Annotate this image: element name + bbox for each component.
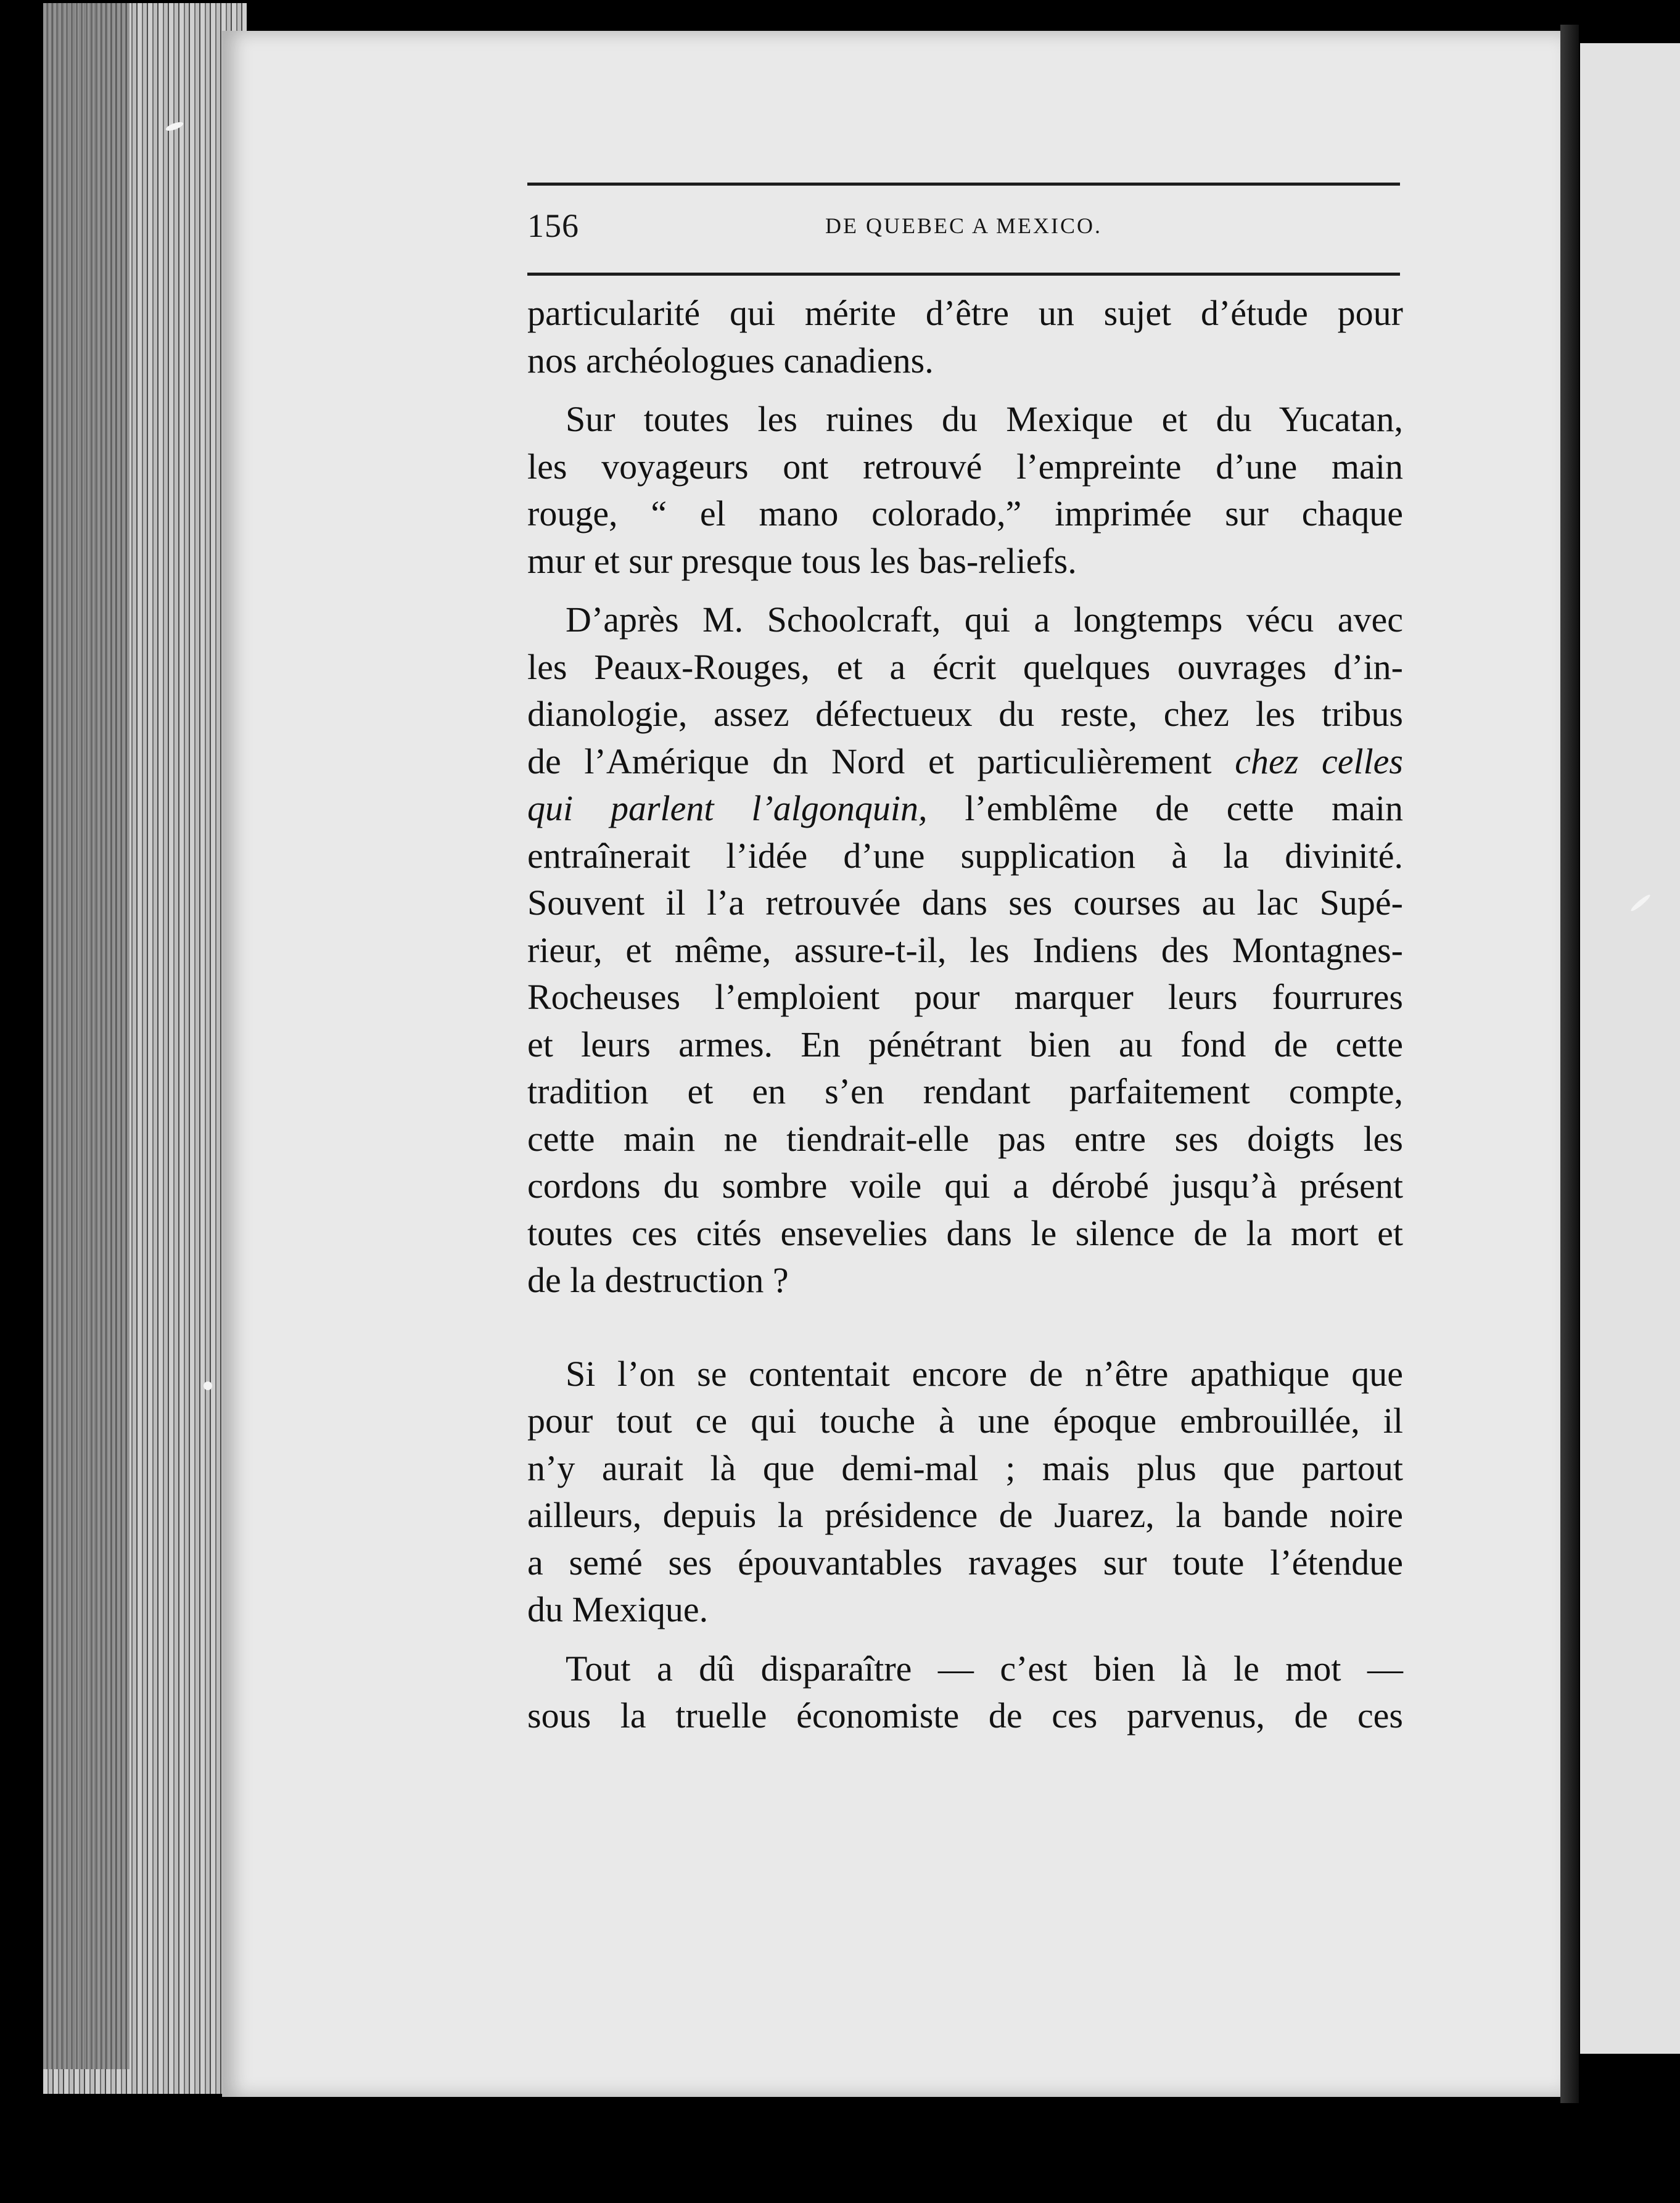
running-head [527,207,1400,250]
text-line: mur et sur presque tous les bas-reliefs. [527,540,1077,581]
paragraph-1 [527,290,1403,384]
text-line: nos archéologues canadiens. [527,340,934,381]
text-line: ailleurs, depuis la présidence de Juarez, la bande noire [527,1495,1403,1535]
text-line: et leurs armes. En pénétrant bien au fond de cette [527,1024,1403,1064]
scan-speck [204,1382,212,1390]
paragraph-4 [527,1351,1403,1634]
text-line: particularité qui mérite d’être un sujet d’étude pour [527,293,1403,333]
text-line: Sur toutes les ruines du Mexique et du Yucatan, [566,399,1403,439]
text-line: cordons du sombre voile qui a dérobé jusqu’à présent [527,1166,1403,1206]
text-line: de la destruction ? [527,1260,789,1300]
italic-run: chez celles [1235,741,1403,781]
text-line: Souvent il l’a retrouvée dans ses courses au lac Supé- [527,883,1403,923]
italic-run: qui parlent l’algonquin, [527,788,928,828]
text-line: toutes ces cités ensevelies dans le silence de la mort et [527,1213,1403,1253]
text-line: entraînerait l’idée d’une supplication à la divinité. [527,835,1403,876]
paragraph-5 [527,1645,1403,1740]
text-line: D’après M. Schoolcraft, qui a longtemps vécu avec [566,599,1403,640]
text-line: a semé ses épouvantables ravages sur toute l’étendue [527,1542,1403,1583]
text-line: les voyageurs ont retrouvé l’empreinte d’une main [527,446,1403,487]
page-number: 156 [527,207,579,244]
body-text [527,290,1403,1740]
text-line: Si l’on se contentait encore de n’être apathique que [566,1353,1403,1394]
text-line: cette main ne tiendrait-elle pas entre ses doigts les [527,1118,1403,1159]
text-line: du Mexique. [527,1589,709,1629]
header-rule-bottom [527,273,1400,276]
text-line: dianologie, assez défectueux du reste, chez les tribus [527,694,1403,734]
text-line [527,738,1403,786]
text-line: les Peaux-Rouges, et a écrit quelques ouvrages d’in- [527,646,1403,687]
text-line: rouge, “ el mano colorado,” imprimée sur chaque [527,493,1403,533]
text-line: rieur, et même, assure-t-il, les Indiens des Montagnes- [527,929,1403,970]
facing-page-edge [1580,43,1680,2054]
text-run: l’emblême de cette main [927,788,1403,828]
text-line: sous la truelle économiste de ces parvenus, de ces [527,1695,1403,1736]
text-line [527,785,1403,833]
text-line: tradition et en s’en rendant parfaitement compte, [527,1071,1403,1111]
text-run: de l’Amérique dn Nord et particulièrement [527,741,1235,781]
paragraph-3 [527,596,1403,1304]
running-title: DE QUEBEC A MEXICO. [825,213,1102,238]
text-line: Tout a dû disparaître — c’est bien là le mot — [566,1648,1403,1689]
text-line: Rocheuses l’emploient pour marquer leurs fourrures [527,977,1403,1017]
text-line: pour tout ce qui touche à une époque embrouillée, il [527,1401,1403,1441]
book-gutter [1560,25,1579,2103]
paragraph-2 [527,396,1403,585]
header-rule-top [527,183,1400,186]
page-edges-shadow [43,3,130,2069]
text-line: n’y aurait là que demi-mal ; mais plus que partout [527,1447,1403,1488]
